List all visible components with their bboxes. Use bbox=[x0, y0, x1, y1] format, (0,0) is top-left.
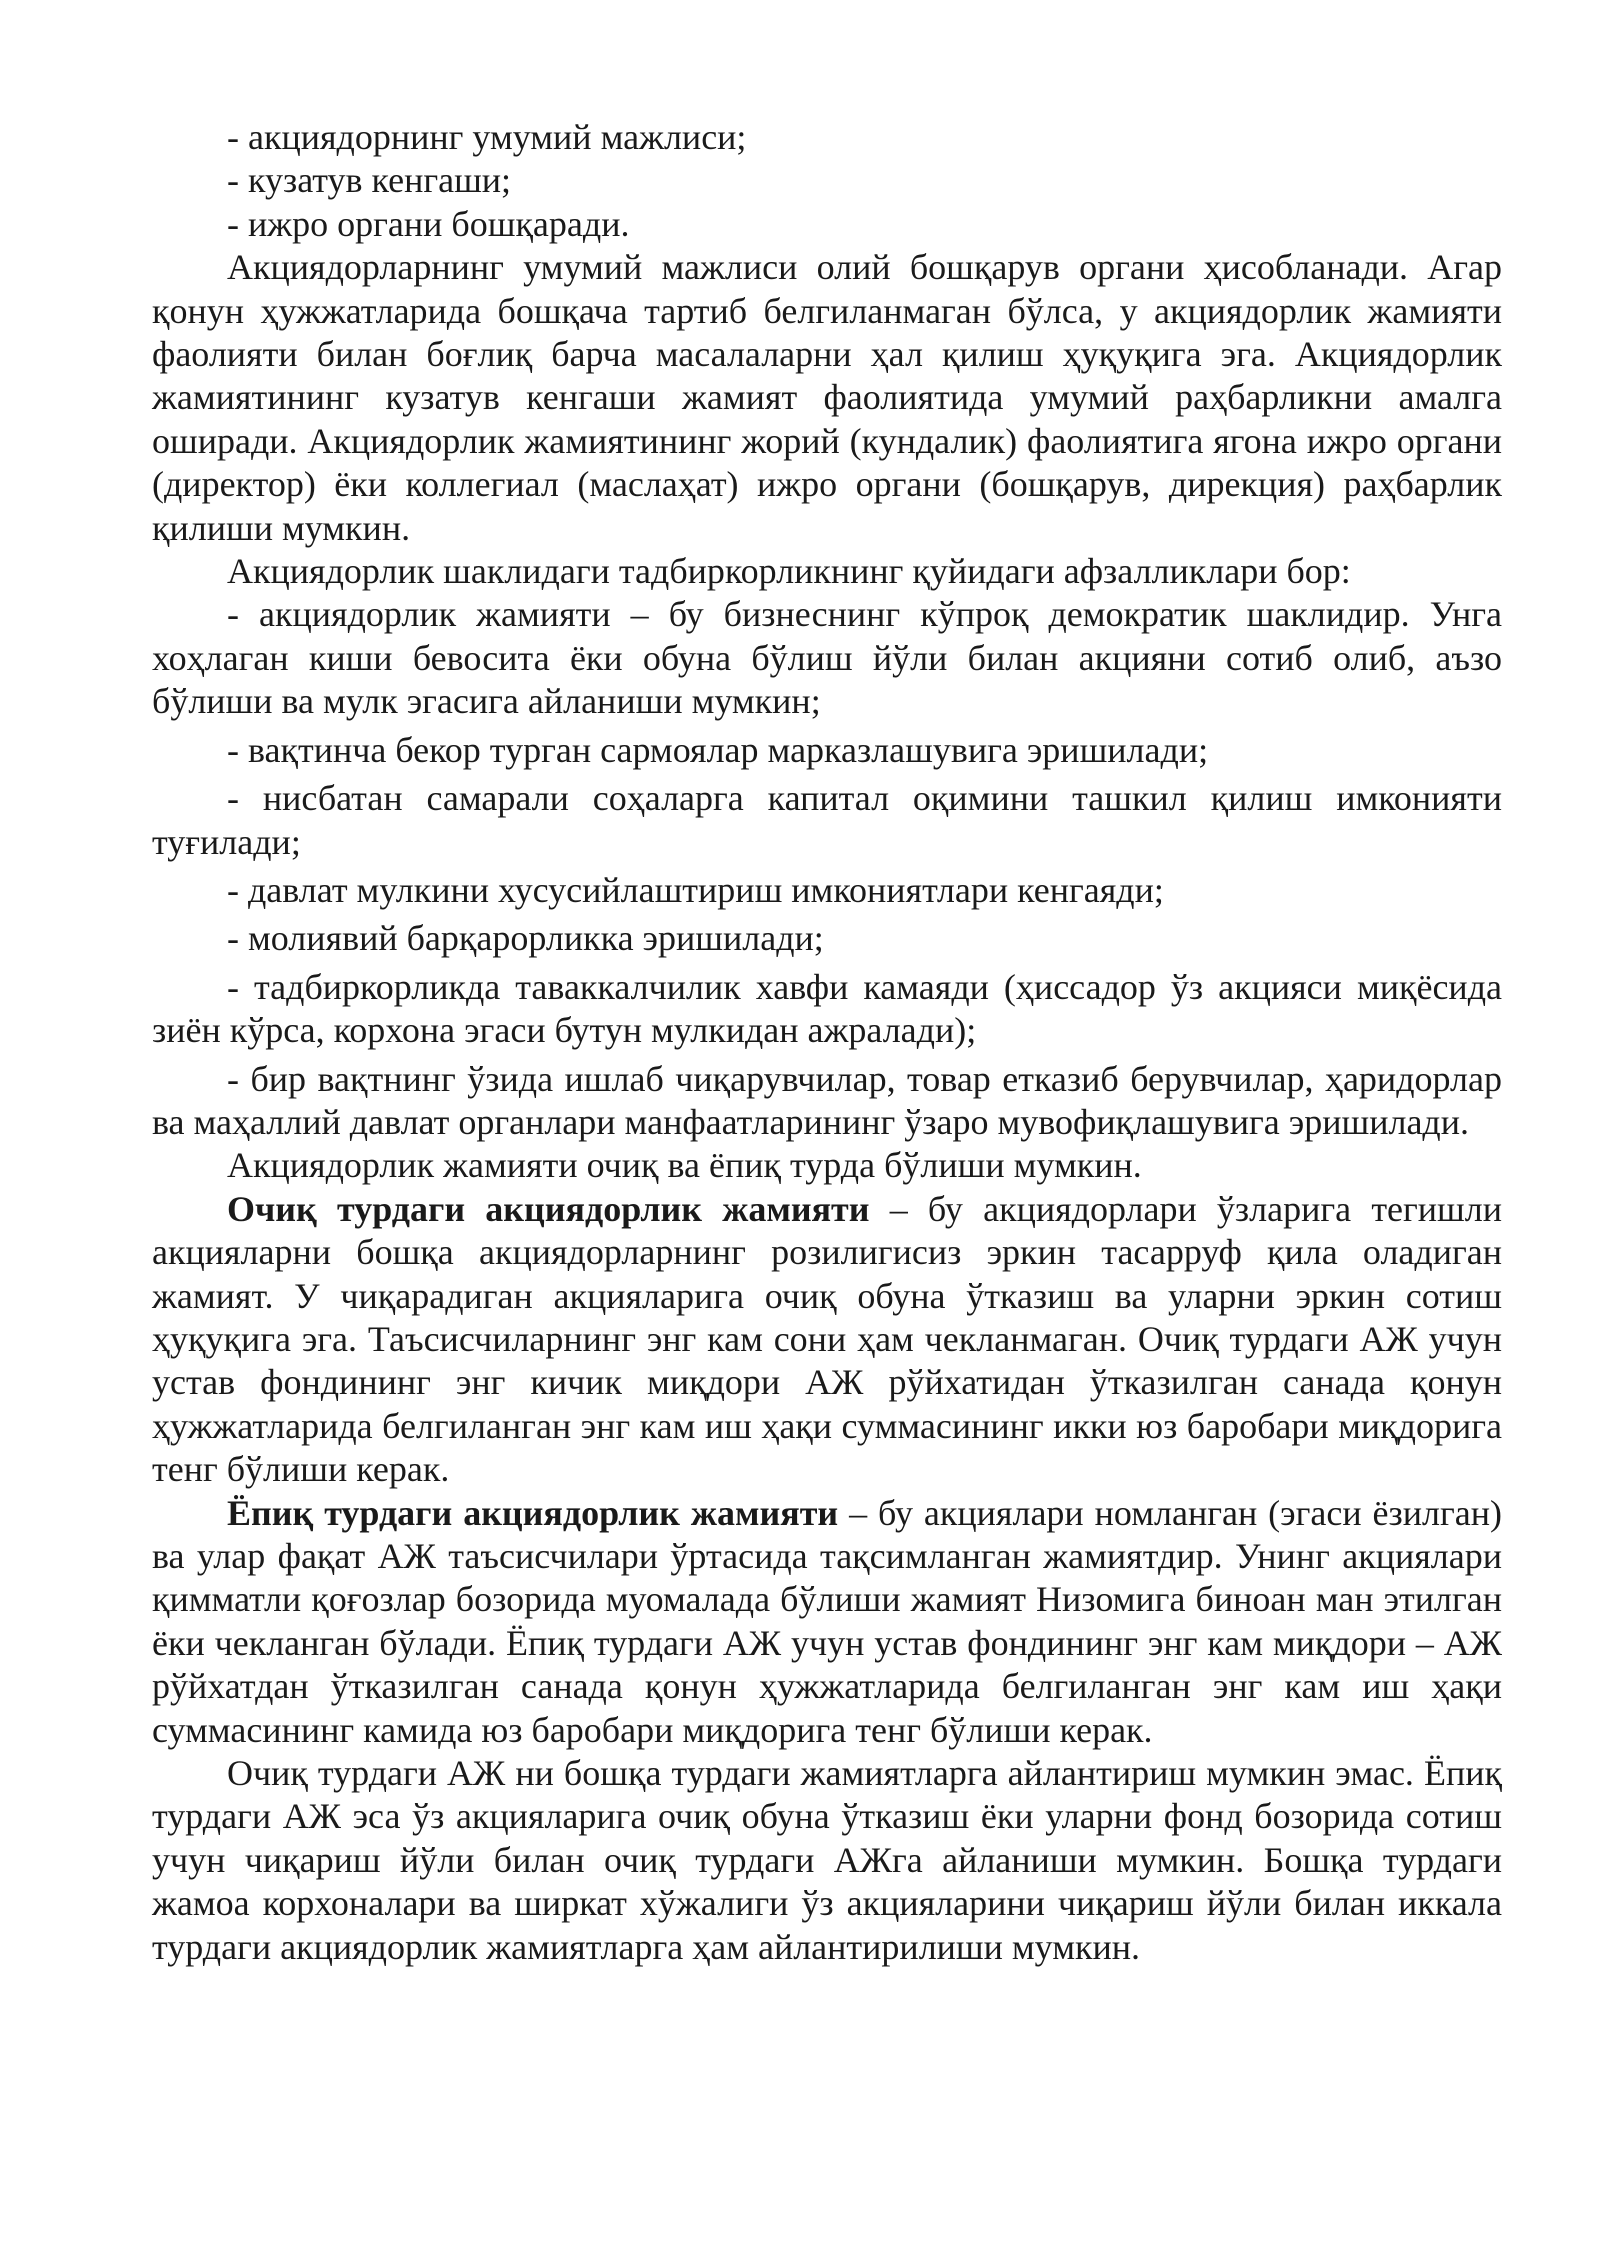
paragraph-advantages-intro: Акциядорлик шаклидаги тадбиркорликнинг қуйидаги афзалликлари бор: bbox=[227, 551, 1351, 592]
paragraph-conversion: Очиқ турдаги АЖ ни бошқа турдаги жамиятларга айлантириш мумкин эмас. Ёпиқ турдаги АЖ эса ўз акцияларига очиқ обуна ўтказиш ёки уларни фонд бозорида сотиш учун чиқариш йўли билан очиқ турдаги АЖга айланиши мумкин. Бошқа турдаги жамоа корхоналари ва ширкат хўжалиги ўз акцияларини чиқариш йўли билан иккала турдаги акциядорлик жамиятларга ҳам айлантирилиши мумкин. bbox=[152, 1753, 1502, 1967]
term-closed-company: Ёпиқ турдаги акциядорлик жамияти bbox=[227, 1492, 839, 1533]
paragraph-company-types: Акциядорлик жамияти очиқ ва ёпиқ турда бўлиши мумкин. bbox=[227, 1145, 1142, 1186]
paragraph-closed-company bbox=[152, 1492, 1502, 1752]
list-item-advantage-stability: - молиявий барқарорликка эришилади; bbox=[227, 918, 824, 959]
list-item-advantage-democratic: - акциядорлик жамияти – бу бизнеснинг кўпроқ демократик шаклидир. Унга хоҳлаган киши бевосита ёки обуна бўлиш йўли билан акцияни сотиб олиб, аъзо бўлиши ва мулк эгасига айланиши мумкин; bbox=[152, 594, 1502, 722]
list-item-advantage-privatization: - давлат мулкини хусусийлаштириш имкониятлари кенгаяди; bbox=[227, 869, 1164, 910]
list-item-advantage-capital: - вақтинча бекор турган сармоялар марказлашувига эришилади; bbox=[227, 729, 1209, 770]
list-item-advantage-risk: - тадбиркорликда таваккалчилик хавфи камаяди (ҳиссадор ўз акцияси миқёсида зиён кўрса, корхона эгаси бутун мулкидан ажралади); bbox=[152, 966, 1502, 1051]
open-company-definition: – бу акциядорлари ўзларига тегишли акцияларни бошқа акциядорларнинг розилигисиз эркин тасарруф қила оладиган жамият. У чиқарадиган акцияларига очиқ обуна ўтказиш ва уларни эркин сотиш ҳуқуқига эга. Таъсисчиларнинг энг кам сони ҳам чекланмаган. Очиқ турдаги АЖ учун устав фондининг энг кичик миқдори АЖ рўйхатидан ўтказилган санада қонун ҳужжатларида белгиланган энг кам иш ҳақи суммасининг икки юз баробари миқдорига тенг бўлиши керак. bbox=[152, 1188, 1503, 1490]
document-page bbox=[152, 116, 1502, 1969]
list-item-supervisory-board: - кузатув кенгаши; bbox=[227, 160, 512, 201]
list-item-general-meeting: - акциядорнинг умумий мажлиси; bbox=[227, 117, 747, 157]
list-item-executive-body: - ижро органи бошқаради. bbox=[227, 203, 630, 244]
list-item-advantage-capital-flow: - нисбатан самарали соҳаларга капитал оқимини ташкил қилиш имконияти туғилади; bbox=[152, 778, 1502, 862]
term-open-company: Очиқ турдаги акциядорлик жамияти bbox=[227, 1188, 870, 1229]
paragraph-open-company bbox=[152, 1188, 1502, 1492]
paragraph-governance: Акциядорларнинг умумий мажлиси олий бошқарув органи ҳисобланади. Агар қонун ҳужжатларида бошқача тартиб белгиланмаган бўлса, у акциядорлик жамияти фаолияти билан боғлиқ барча масалаларни ҳал қилиш ҳуқуқига эга. Акциядорлик жамиятининг кузатув кенгаши жамият фаолиятида умумий раҳбарликни амалга оширади. Акциядорлик жамиятининг жорий (кундалик) фаолиятига ягона ижро органи (директор) ёки коллегиал (маслаҳат) ижро органи (бошқарув, дирекция) раҳбарлик қилиши мумкин. bbox=[152, 247, 1502, 548]
closed-company-definition: – бу акциялари номланган (эгаси ёзилган) ва улар фақат АЖ таъсисчилари ўртасида тақсимланган жамиятдир. Унинг акциялари қимматли қоғозлар бозорида муомалада бўлиши жамият Низомига биноан ман этилган ёки чекланган бўлади. Ёпиқ турдаги АЖ учун устав фондининг энг кам миқдори – АЖ рўйхатдан ўтказилган санада қонун ҳужжатларида белгиланган энг кам иш ҳақи суммасининг камида юз баробари миқдорига тенг бўлиши керак. bbox=[152, 1492, 1502, 1750]
list-item-advantage-coordination: - бир вақтнинг ўзида ишлаб чиқарувчилар, товар етказиб берувчилар, ҳаридорлар ва маҳаллий давлат органлари манфаатларининг ўзаро мувофиқлашувига эришилади. bbox=[152, 1058, 1502, 1142]
